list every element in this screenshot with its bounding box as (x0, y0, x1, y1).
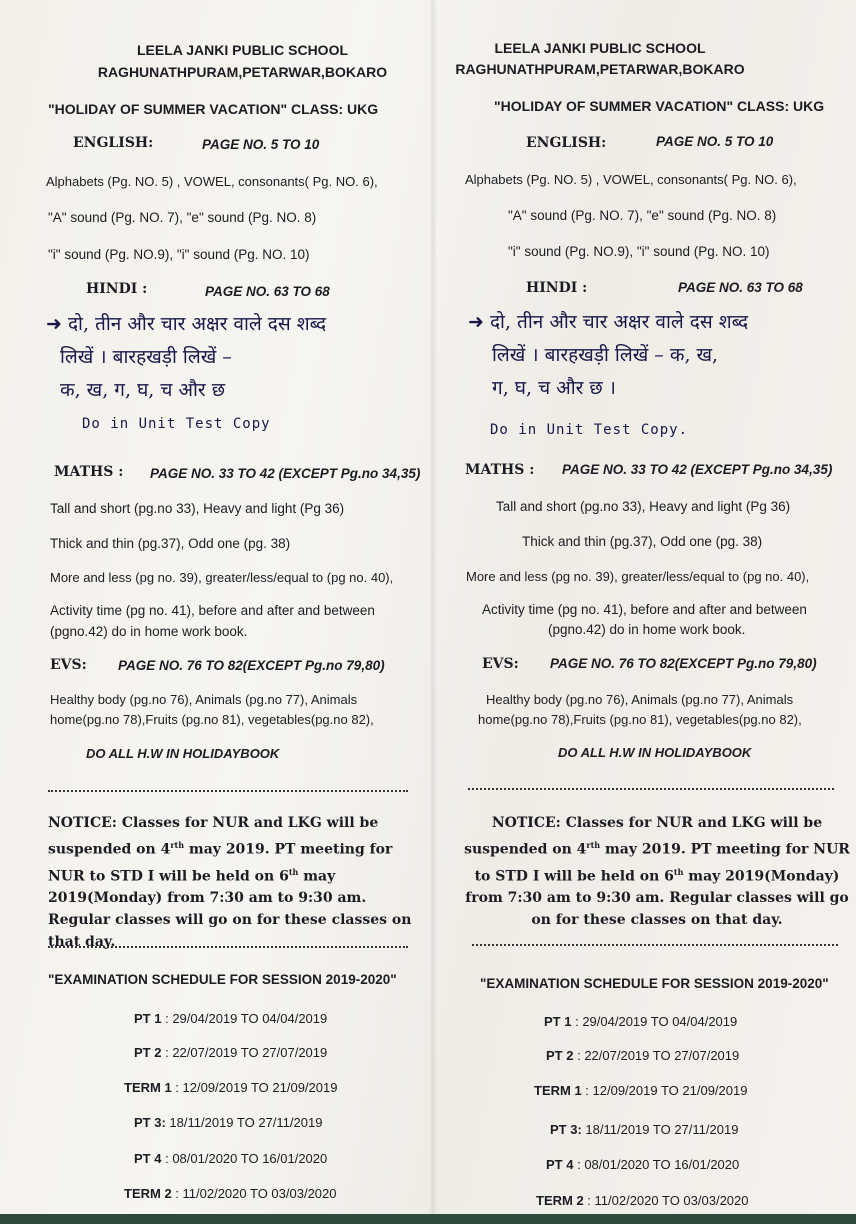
divider (48, 946, 408, 948)
hindi-handwritten-2: लिखें । बारहखड़ी लिखें – क, ख, (492, 344, 719, 366)
hindi-label: HINDI : (526, 280, 588, 296)
evs-line-2: home(pg.no 78),Fruits (pg.no 81), vegetables(pg.no 82), (50, 712, 374, 727)
evs-instruction: DO ALL H.W IN HOLIDAYBOOK (86, 746, 280, 761)
notice-text: NOTICE: Classes for NUR and LKG will be suspended on $4^{rth}$ may 2019. PT meeting for NUR to STD I will be held on 6th may 2019(Monday) from 7:30 am to 9:30 am. Regular classes will go on for these classes on that day. (48, 815, 412, 951)
maths-line-2: Thick and thin (pg.37), Odd one (pg. 38) (522, 534, 763, 549)
fold-crease (430, 0, 436, 1214)
evs-instruction: DO ALL H.W IN HOLIDAYBOOK (558, 745, 752, 760)
english-line-2: "A" sound (Pg. NO. 7), "e" sound (Pg. NO. 8) (48, 210, 317, 225)
hindi-handwritten-3: क, ख, ग, घ, च और छ (60, 379, 226, 401)
hindi-handwritten-1: ➜ दो, तीन और चार अक्षर वाले दस शब्द (468, 311, 749, 333)
maths-label: MATHS : (465, 462, 535, 478)
exam-row: PT 2 : 22/07/2019 TO 27/07/2019 (546, 1048, 740, 1063)
maths-line-4: Activity time (pg no. 41), before and after and between (482, 602, 807, 617)
school-address: RAGHUNATHPURAM,PETARWAR,BOKARO (455, 61, 745, 77)
evs-line-2: home(pg.no 78),Fruits (pg.no 81), vegetables(pg.no 82), (478, 712, 802, 727)
exam-row: TERM 2 : 11/02/2020 TO 03/03/2020 (536, 1193, 749, 1208)
school-name: LEELA JANKI PUBLIC SCHOOL (494, 40, 706, 56)
hindi-note: Do in Unit Test Copy. (490, 422, 689, 438)
maths-line-5: (pgno.42) do in home work book. (50, 624, 248, 639)
exam-row: PT 4 : 08/01/2020 TO 16/01/2020 (134, 1151, 328, 1166)
maths-pages: PAGE NO. 33 TO 42 (EXCEPT Pg.no 34,35) (562, 462, 833, 477)
maths-line-4: Activity time (pg no. 41), before and after and between (50, 603, 375, 618)
maths-line-3: More and less (pg no. 39), greater/less/equal to (pg no. 40), (50, 570, 394, 585)
school-name: LEELA JANKI PUBLIC SCHOOL (136, 42, 349, 58)
maths-line-5: (pgno.42) do in home work book. (548, 622, 746, 637)
english-label: ENGLISH: (526, 135, 607, 151)
english-line-2: "A" sound (Pg. NO. 7), "e" sound (Pg. NO. 8) (508, 208, 777, 223)
divider (468, 788, 834, 790)
english-line-1: Alphabets (Pg. NO. 5) , VOWEL, consonants( Pg. NO. 6), (46, 174, 378, 189)
notice-text: NOTICE: Classes for NUR and LKG will be suspended on $4^{rth}$ may 2019. PT meeting for NUR to STD I will be held on 6th may 2019(Monday) from 7:30 am to 9:30 am. Regular classes will go on for these classes on that day. (464, 815, 850, 929)
english-pages: PAGE NO. 5 TO 10 (202, 137, 320, 152)
exam-row: TERM 2 : 11/02/2020 TO 03/03/2020 (124, 1186, 337, 1201)
exam-row: PT 2 : 22/07/2019 TO 27/07/2019 (134, 1045, 328, 1060)
maths-line-1: Tall and short (pg.no 33), Heavy and light (Pg 36) (50, 501, 345, 516)
exam-title: "EXAMINATION SCHEDULE FOR SESSION 2019-2020" (48, 972, 397, 987)
english-line-3: "i" sound (Pg. NO.9), "i" sound (Pg. NO. 10) (48, 247, 310, 262)
english-line-1: Alphabets (Pg. NO. 5) , VOWEL, consonants( Pg. NO. 6), (465, 172, 797, 187)
exam-row: PT 3: 18/11/2019 TO 27/11/2019 (550, 1122, 739, 1137)
evs-line-1: Healthy body (pg.no 76), Animals (pg.no 77), Animals (50, 692, 358, 707)
exam-row: PT 4 : 08/01/2020 TO 16/01/2020 (546, 1157, 740, 1172)
hindi-pages: PAGE NO. 63 TO 68 (678, 280, 803, 295)
evs-label: EVS: (50, 657, 87, 673)
maths-line-2: Thick and thin (pg.37), Odd one (pg. 38) (50, 536, 291, 551)
maths-label: MATHS : (54, 464, 124, 480)
english-pages: PAGE NO. 5 TO 10 (656, 134, 774, 149)
vacation-title: "HOLIDAY OF SUMMER VACATION" CLASS: UKG (494, 98, 825, 114)
exam-row: PT 1 : 29/04/2019 TO 04/04/2019 (134, 1011, 328, 1026)
divider (48, 790, 408, 792)
hindi-handwritten-3: ग, घ, च और छ । (492, 377, 616, 399)
maths-line-3: More and less (pg no. 39), greater/less/equal to (pg no. 40), (466, 569, 810, 584)
hindi-label: HINDI : (86, 281, 148, 297)
hindi-note: Do in Unit Test Copy (82, 416, 271, 432)
exam-row: TERM 1 : 12/09/2019 TO 21/09/2019 (534, 1083, 748, 1098)
hindi-handwritten-1: ➜ दो, तीन और चार अक्षर वाले दस शब्द (46, 313, 327, 335)
vacation-title: "HOLIDAY OF SUMMER VACATION" CLASS: UKG (48, 101, 379, 117)
hindi-handwritten-2: लिखें । बारहखड़ी लिखें – (60, 346, 232, 368)
school-address: RAGHUNATHPURAM,PETARWAR,BOKARO (97, 64, 388, 80)
divider (472, 944, 838, 946)
exam-row: PT 3: 18/11/2019 TO 27/11/2019 (134, 1115, 323, 1130)
evs-line-1: Healthy body (pg.no 76), Animals (pg.no 77), Animals (486, 692, 794, 707)
exam-row: TERM 1 : 12/09/2019 TO 21/09/2019 (124, 1080, 338, 1095)
english-line-3: "i" sound (Pg. NO.9), "i" sound (Pg. NO. 10) (508, 244, 770, 259)
maths-line-1: Tall and short (pg.no 33), Heavy and light (Pg 36) (496, 499, 791, 514)
evs-pages: PAGE NO. 76 TO 82(EXCEPT Pg.no 79,80) (550, 656, 817, 671)
bottom-edge (0, 1214, 856, 1224)
evs-label: EVS: (482, 656, 519, 672)
english-label: ENGLISH: (73, 135, 154, 151)
exam-row: PT 1 : 29/04/2019 TO 04/04/2019 (544, 1014, 738, 1029)
exam-title: "EXAMINATION SCHEDULE FOR SESSION 2019-2020" (480, 976, 829, 991)
evs-pages: PAGE NO. 76 TO 82(EXCEPT Pg.no 79,80) (118, 658, 385, 673)
hindi-pages: PAGE NO. 63 TO 68 (205, 284, 330, 299)
maths-pages: PAGE NO. 33 TO 42 (EXCEPT Pg.no 34,35) (150, 466, 421, 481)
